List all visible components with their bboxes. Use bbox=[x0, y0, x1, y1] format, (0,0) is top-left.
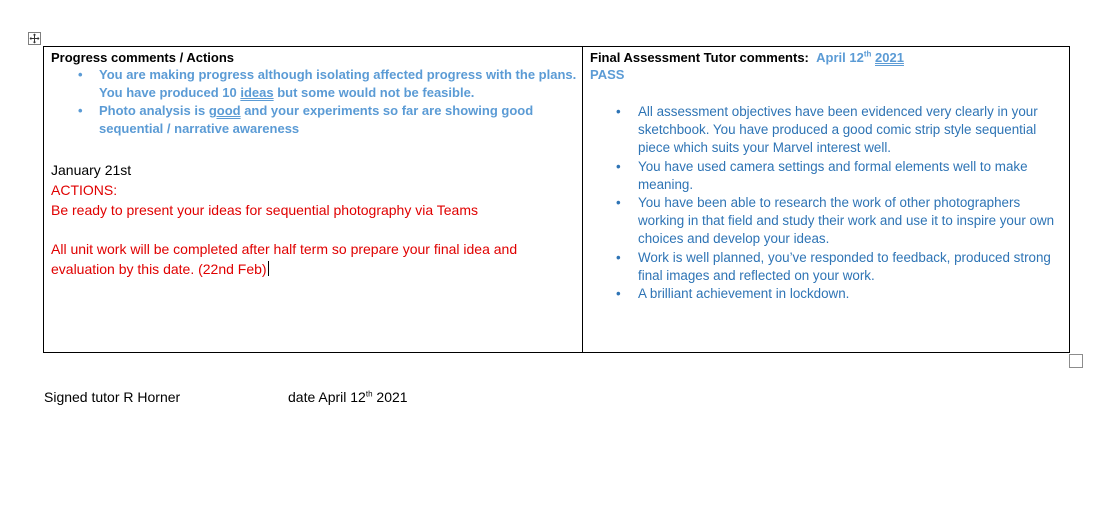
bullet-text-post: and your experiments so far are showing good sequential / narrative awareness bbox=[99, 103, 534, 136]
bullet-text: A brilliant achievement in lockdown. bbox=[638, 286, 850, 302]
table-move-handle-icon[interactable] bbox=[28, 32, 41, 45]
bullet-text: Work is well planned, you’ve responded to feedback, produced strong final images and reflected on your work. bbox=[638, 249, 1051, 283]
action-item-2 bbox=[51, 239, 582, 279]
spellcheck-word: ideas bbox=[240, 85, 274, 100]
footer-date-year: 2021 bbox=[376, 389, 408, 405]
bullet-text-pre: You are making progress although isolating affected progress with the plans. You have produced 10 bbox=[99, 67, 577, 100]
list-item bbox=[590, 103, 1059, 158]
bullet-text: You have used camera settings and formal elements well to make meaning. bbox=[638, 158, 1028, 192]
date-prefix: April 12 bbox=[816, 50, 864, 65]
bullet-text: All assessment objectives have been evidenced very clearly in your sketchbook. You have produced a good comic strip style sequential piece which suits your Marvel interest well. bbox=[638, 104, 1038, 156]
bullet-dot-icon: • bbox=[616, 195, 621, 211]
progress-comments-cell[interactable] bbox=[44, 47, 583, 352]
list-item bbox=[51, 66, 582, 102]
list-item bbox=[590, 194, 1059, 249]
spellcheck-word: good bbox=[208, 103, 241, 118]
bullet-dot-icon: • bbox=[78, 103, 83, 118]
text-cursor bbox=[268, 261, 269, 276]
assessment-table bbox=[43, 46, 1070, 353]
list-item bbox=[590, 249, 1059, 285]
bullet-dot-icon: • bbox=[616, 104, 621, 119]
bullet-dot-icon: • bbox=[616, 286, 621, 302]
final-assessment-heading-text: Final Assessment Tutor comments: bbox=[590, 50, 809, 65]
action-item-1: Be ready to present your ideas for sequential photography via Teams bbox=[51, 202, 478, 218]
progress-bullet-list bbox=[51, 66, 582, 138]
final-assessment-heading bbox=[590, 50, 1069, 66]
actions-label: ACTIONS: bbox=[51, 182, 118, 198]
list-item bbox=[590, 158, 1059, 194]
list-item bbox=[51, 102, 582, 138]
progress-comments-heading: Progress comments / Actions bbox=[51, 50, 235, 65]
final-assessment-cell[interactable] bbox=[583, 47, 1069, 352]
bullet-text-post: but some would not be feasible. bbox=[273, 85, 475, 100]
action-item-2-text: All unit work will be completed after half term so prepare your final idea and evaluation by this date. (22nd Feb) bbox=[51, 241, 518, 277]
date-year: 2021 bbox=[875, 50, 904, 65]
bullet-text-pre: Photo analysis is bbox=[99, 103, 209, 118]
move-arrows-icon bbox=[29, 33, 40, 44]
final-assessment-date bbox=[813, 50, 904, 65]
date-sup: th bbox=[863, 49, 872, 59]
bullet-dot-icon: • bbox=[616, 158, 621, 174]
signed-date bbox=[288, 387, 408, 407]
list-item bbox=[590, 285, 1059, 303]
bullet-dot-icon: • bbox=[78, 67, 83, 82]
result-pass: PASS bbox=[590, 67, 625, 82]
assessment-bullet-list bbox=[590, 103, 1069, 303]
footer-date-prefix: date April 12 bbox=[288, 389, 366, 405]
signed-tutor: Signed tutor R Horner bbox=[44, 389, 181, 405]
bullet-text: You have been able to research the work of other photographers working in that field and study their work and use it to inspire your own choices and develop your ideas. bbox=[638, 195, 1055, 247]
bullet-dot-icon: • bbox=[616, 249, 621, 265]
footer-date-sup: th bbox=[365, 389, 373, 399]
progress-date: January 21st bbox=[51, 162, 132, 178]
resize-handle-icon[interactable] bbox=[1069, 354, 1083, 368]
